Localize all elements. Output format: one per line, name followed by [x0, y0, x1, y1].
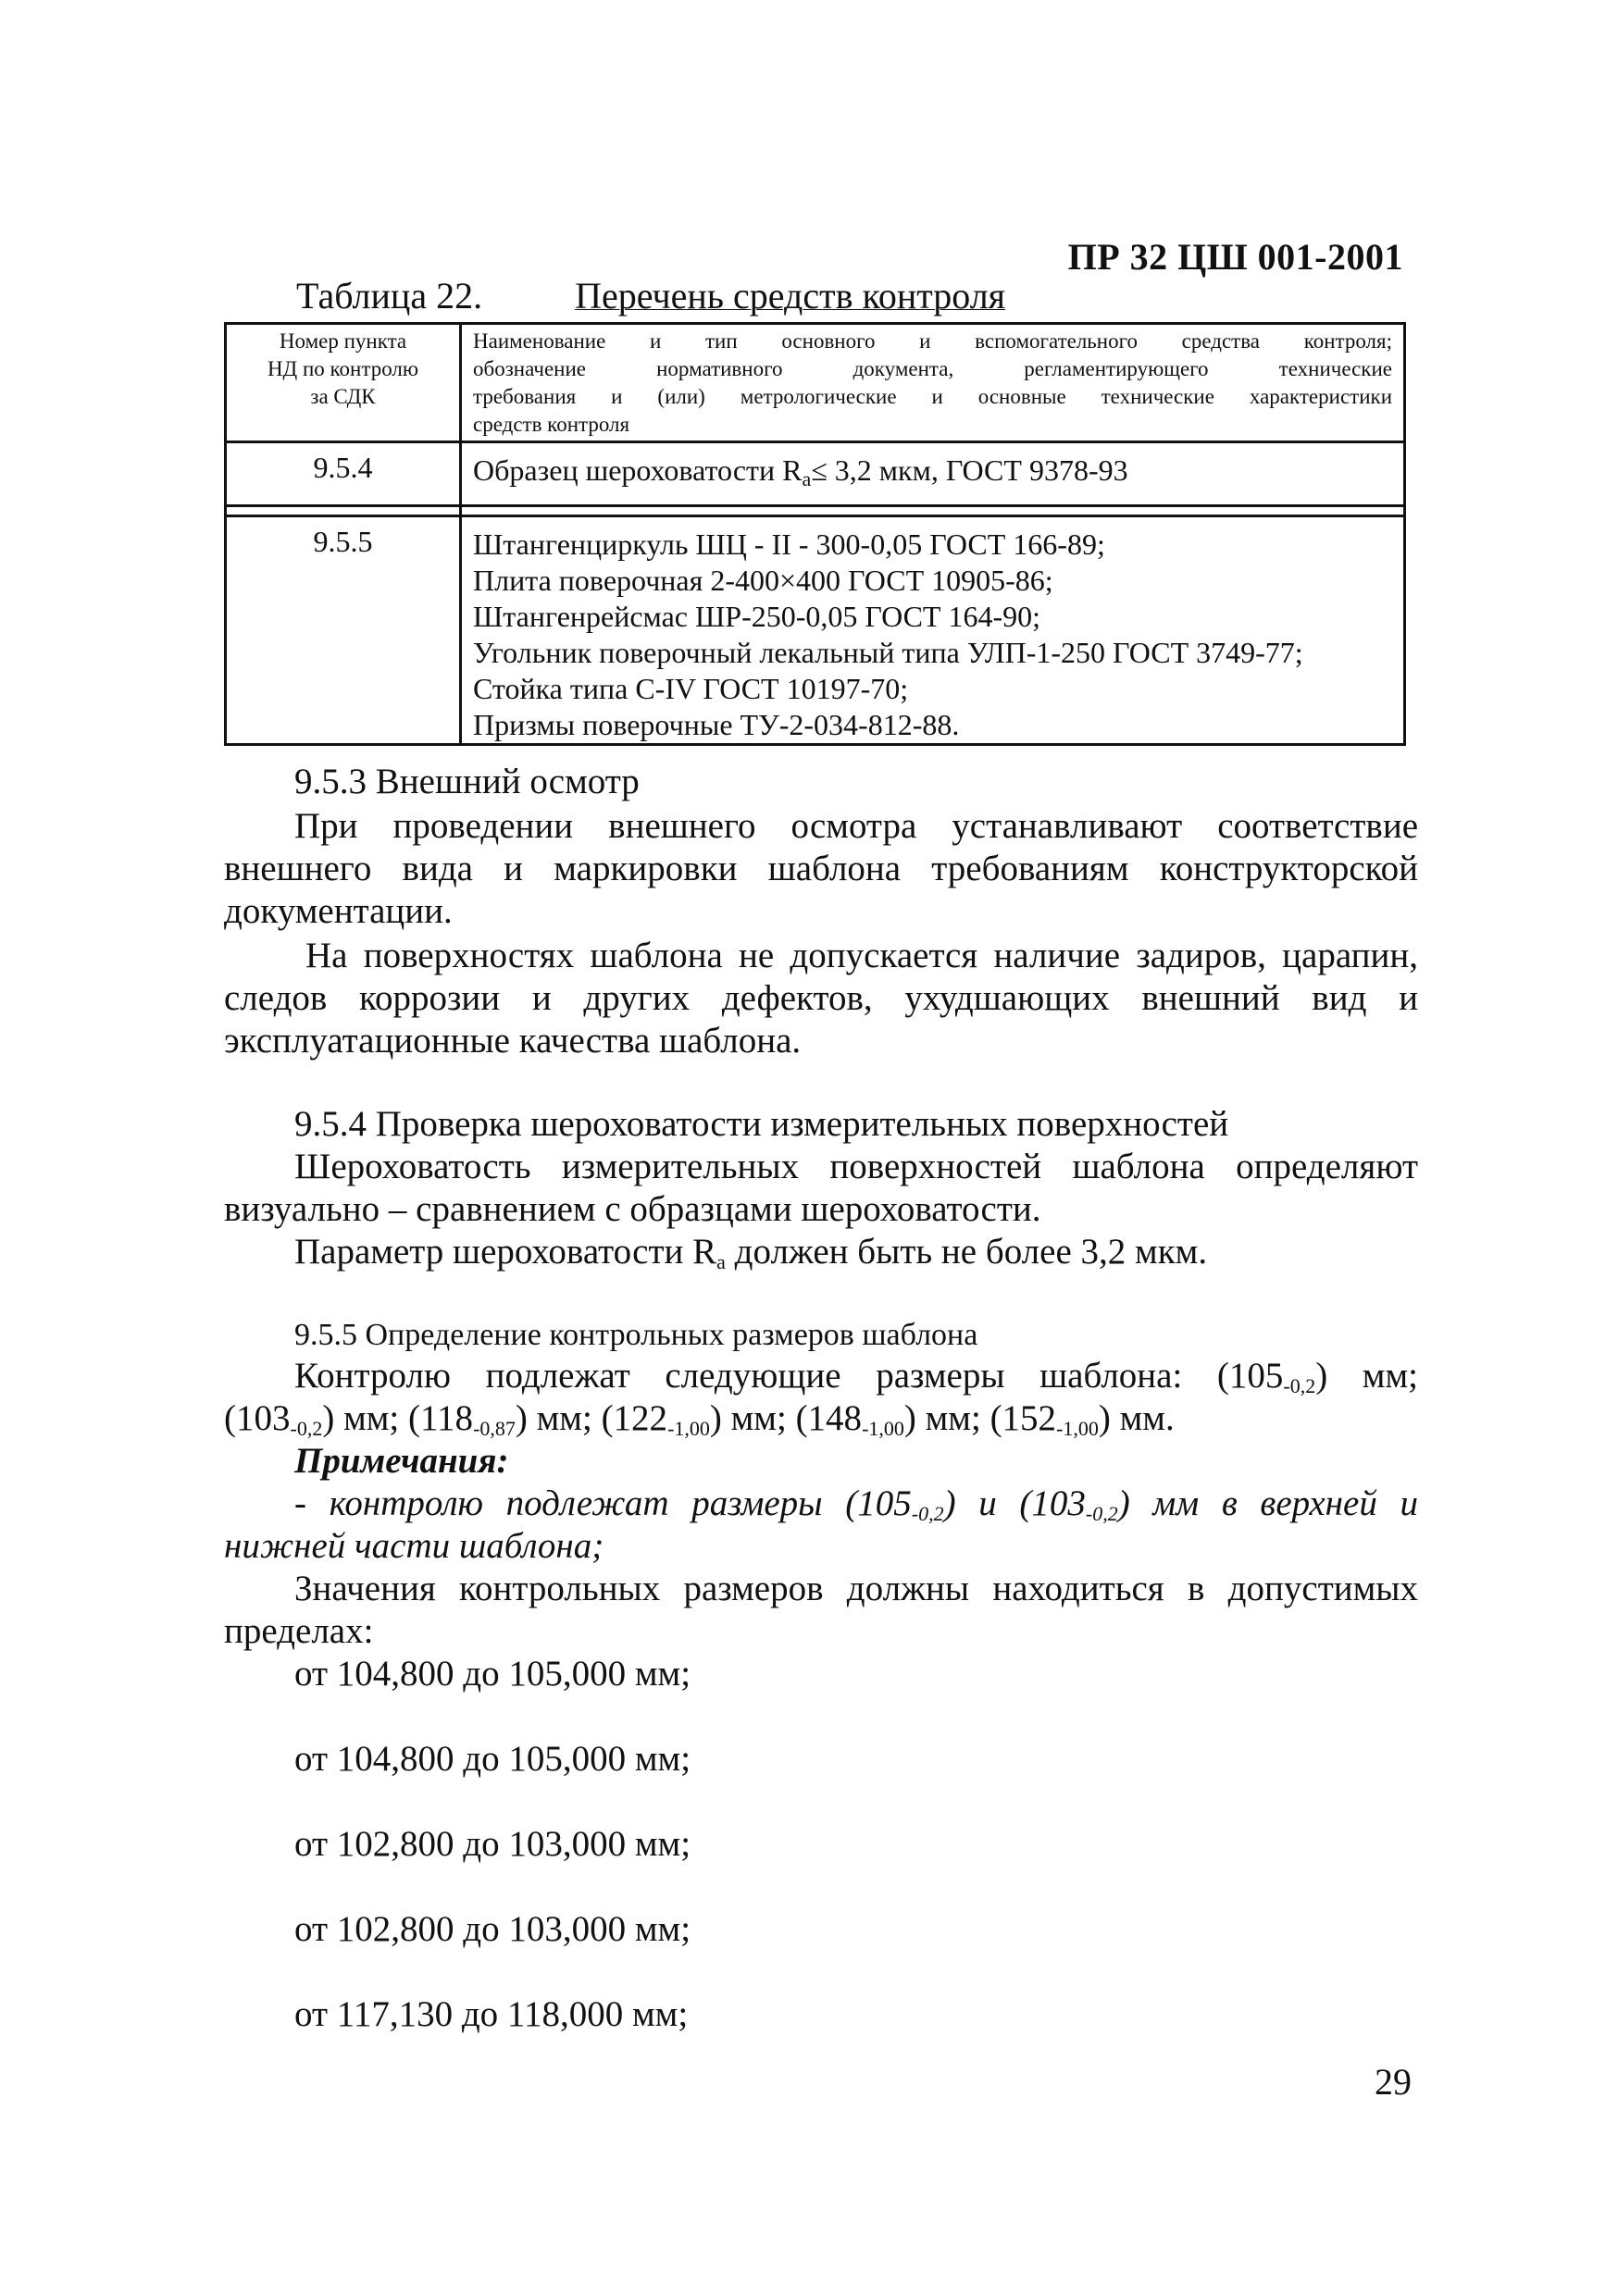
- instrument-line: Плита поверочная 2-400×400 ГОСТ 10905-86;: [473, 564, 1053, 597]
- limit-item: от 102,800 до 103,000 мм;: [294, 1909, 691, 1949]
- header-cell-instrument: [461, 324, 1405, 442]
- row-item-number: 9.5.4: [226, 442, 461, 506]
- header-col2-line: Наименование и тип основного и вспомогательного средства контроля;: [473, 329, 1392, 353]
- paragraph-limits-intro: Значения контрольных размеров должны находиться в допустимых пределах:: [224, 1569, 1418, 1651]
- instrument-line: Стойка типа С-IV ГОСТ 10197-70;: [473, 672, 909, 705]
- table-caption: [296, 274, 1005, 317]
- instrument-line: Штангенрейсмас ШР-250-0,05 ГОСТ 164-90;: [473, 600, 1041, 633]
- header-col2-line: требования и (или) метрологические и основные технические характеристики: [473, 385, 1392, 408]
- row-instruments: [461, 516, 1405, 745]
- table-row: [226, 516, 1405, 745]
- paragraph-roughness-2: Параметр шероховатости $R_a$ должен быть не более 3,2 мкм.: [294, 1232, 1208, 1273]
- header-col2-line: средств контроля: [473, 413, 630, 436]
- instrument-line: Призмы поверочные ТУ-2-034-812-88.: [473, 708, 960, 741]
- paragraph-external-inspection-2: На поверхностях шаблона не допускается наличие задиров, царапин, следов коррозии и других дефектов, ухудшающих внешний вид и эксплуатационные качества шаблона.: [224, 936, 1418, 1061]
- section-heading-9-5-5: 9.5.5 Определение контрольных размеров шаблона: [294, 1318, 978, 1352]
- notes-title: Примечания:: [294, 1441, 509, 1481]
- table-header-row: [226, 324, 1405, 442]
- row-instruments: [461, 442, 1405, 506]
- section-heading-9-5-3: 9.5.3 Внешний осмотр: [294, 762, 640, 801]
- table-caption-number: Таблица 22.: [296, 275, 483, 316]
- document-code: ПР 32 ЦШ 001-2001: [1067, 236, 1403, 278]
- table-caption-title: Перечень средств контроля: [575, 275, 1006, 316]
- limit-item: от 102,800 до 103,000 мм;: [294, 1824, 691, 1864]
- header-cell-item-number: [226, 324, 461, 442]
- paragraph-dimensions: Контролю подлежат следующие размеры шаблона: $(105_{-0,2})$ мм; $(103_{-0,2})$ мм; $(118_{-0,87})$ мм; $(122_{-1,00})$ мм; $(148_{-1,00})$ мм; $(152_{-1,00})$ мм.: [224, 1356, 1418, 1440]
- header-col1-line: Номер пункта: [279, 329, 407, 353]
- table-row-spacer: [226, 506, 1405, 516]
- header-col1-line: за СДК: [310, 385, 376, 408]
- table-row: [226, 442, 1405, 506]
- section-heading-9-5-4: 9.5.4 Проверка шероховатости измерительных поверхностей: [294, 1104, 1229, 1144]
- instrument-line: Штангенциркуль ШЦ - II - 300-0,05 ГОСТ 166-89;: [473, 527, 1105, 561]
- page-number: 29: [1375, 2061, 1412, 2103]
- header-col1-line: НД по контролю: [267, 357, 419, 380]
- limit-item: от 104,800 до 105,000 мм;: [294, 1654, 691, 1694]
- instrument-line: Угольник поверочный лекальный типа УЛП-1-250 ГОСТ 3749-77;: [473, 636, 1303, 669]
- limit-item: от 117,130 до 118,000 мм;: [294, 1994, 689, 2034]
- paragraph-external-inspection-1: При проведении внешнего осмотра устанавливают соответствие внешнего вида и маркировки шаблона требованиям конструкторской документации.: [224, 806, 1418, 931]
- note-item: - контролю подлежат размеры $(105_{-0,2})$ и $(103_{-0,2})$ мм в верхней и нижней части шаблона;: [224, 1483, 1418, 1566]
- instrument-line: Образец шероховатости $R_a\le 3,2$ мкм, ГОСТ 9378-93: [473, 453, 1128, 490]
- paragraph-roughness-1: Шероховатость измерительных поверхностей шаблона определяют визуально – сравнением с образцами шероховатости.: [224, 1147, 1418, 1229]
- row-item-number: 9.5.5: [226, 516, 461, 745]
- limit-item: от 104,800 до 105,000 мм;: [294, 1739, 691, 1779]
- control-means-table: [224, 322, 1406, 746]
- header-col2-line: обозначение нормативного документа, регламентирующего технические: [473, 357, 1392, 380]
